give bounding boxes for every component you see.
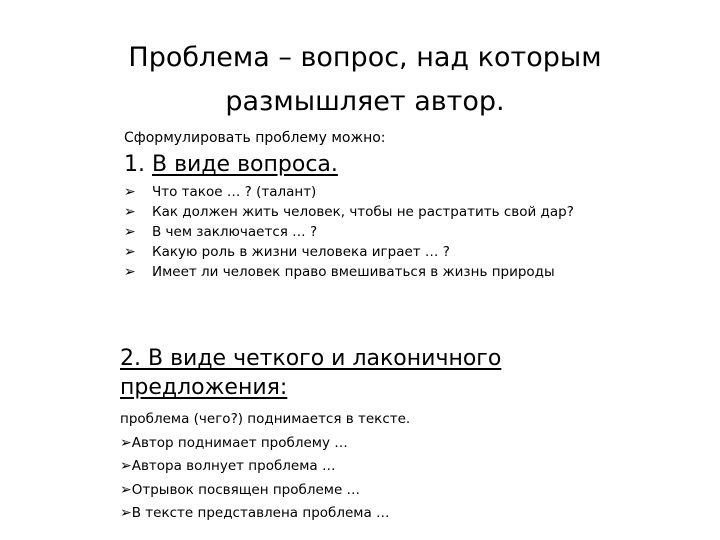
list-item-text: Что такое … ? (талант) <box>152 184 317 200</box>
slide-title: Проблема – вопрос, над которым размышляет автор. <box>128 42 602 117</box>
list-item-text: Как должен жить человек, чтобы не растратить свой дар? <box>152 204 574 220</box>
list-item <box>120 455 580 479</box>
list-item-text: В чем заключается … ? <box>152 224 318 240</box>
list-item <box>124 262 584 282</box>
list-item <box>120 479 580 503</box>
list-item-text: В тексте представлена проблема … <box>131 505 390 521</box>
list-item <box>120 432 580 456</box>
arrowhead-bullet-icon: ➢ <box>120 434 132 451</box>
arrowhead-bullet-icon: ➢ <box>124 204 136 220</box>
section-2-heading: 2. В виде четкого и лаконичного предложения: <box>120 346 502 400</box>
arrowhead-bullet-icon: ➢ <box>124 264 136 280</box>
section-1-heading <box>124 150 338 180</box>
list-item <box>124 202 584 222</box>
list-item <box>120 502 580 526</box>
arrowhead-bullet-icon: ➢ <box>124 184 136 200</box>
section-2-body <box>120 408 580 526</box>
arrowhead-bullet-icon: ➢ <box>120 458 132 474</box>
list-item-text: Какую роль в жизни человека играет … ? <box>152 244 450 260</box>
section-1-number: 1. <box>124 152 145 177</box>
section-1-heading-text: В виде вопроса. <box>152 152 338 177</box>
list-item <box>124 242 584 262</box>
section-2-intro: проблема (чего?) поднимается в тексте. <box>120 411 411 427</box>
section-1-list <box>124 182 584 282</box>
list-item <box>124 222 584 242</box>
list-item-text: Отрывок посвящен проблеме … <box>131 481 361 498</box>
list-item-text: Автора волнует проблема … <box>131 458 336 474</box>
arrowhead-bullet-icon: ➢ <box>124 244 136 260</box>
intro-text: Сформулировать проблему можно: <box>124 130 386 146</box>
list-item <box>124 182 584 202</box>
arrowhead-bullet-icon: ➢ <box>120 481 132 498</box>
arrowhead-bullet-icon: ➢ <box>120 505 132 521</box>
arrowhead-bullet-icon: ➢ <box>124 224 136 240</box>
list-item-text: Автор поднимает проблему … <box>131 434 348 451</box>
list-item-text: Имеет ли человек право вмешиваться в жизнь природы <box>152 264 555 280</box>
